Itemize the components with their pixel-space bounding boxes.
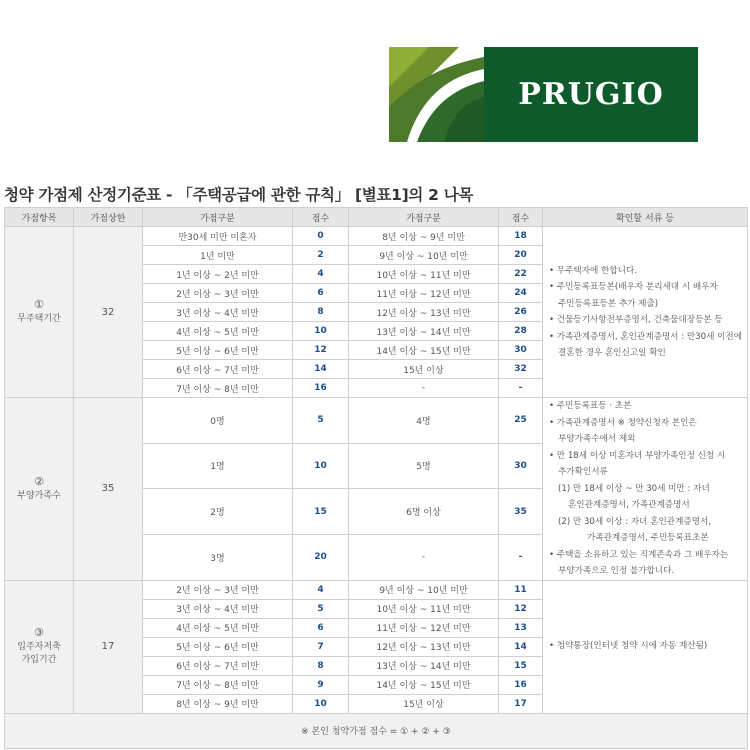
document-line: 부양가족으로 인정 불가합니다. xyxy=(558,566,675,576)
document-line: • 가족관계증명서, 혼인관계증명서 : 만30세 이전에 xyxy=(549,331,743,342)
logo-emblem-icon xyxy=(389,47,484,142)
score-a-cell: 15 xyxy=(293,489,349,535)
header-category: 가점항목 xyxy=(5,208,74,227)
criteria-a-cell: 2년 이상 ~ 3년 미만 xyxy=(143,580,293,599)
documents-cell xyxy=(543,398,748,581)
criteria-b-cell: - xyxy=(349,534,499,580)
score-table xyxy=(4,207,748,749)
category-name: 입주자저축 xyxy=(17,642,61,652)
criteria-a-cell: 2년 이상 ~ 3년 미만 xyxy=(143,284,293,303)
score-b-cell: - xyxy=(499,534,543,580)
criteria-a-cell: 6년 이상 ~ 7년 미만 xyxy=(143,656,293,675)
document-line: • 주택을 소유하고 있는 직계존속과 그 배우자는 xyxy=(549,549,729,560)
score-b-cell: 18 xyxy=(499,227,543,246)
document-line: • 만 18세 이상 미혼자녀 부양가족인정 신청 시 xyxy=(549,450,726,461)
score-a-cell: 10 xyxy=(293,694,349,713)
criteria-b-cell: 13년 이상 ~ 14년 미만 xyxy=(349,322,499,341)
table-footer-row xyxy=(5,713,748,748)
score-b-cell: 13 xyxy=(499,618,543,637)
score-a-cell: 12 xyxy=(293,341,349,360)
criteria-b-cell: - xyxy=(349,379,499,398)
category-cell xyxy=(5,227,74,398)
prugio-logo xyxy=(389,47,698,142)
document-line: • 가족관계증명서 ※ 청약신청자 본인은 xyxy=(549,417,697,428)
criteria-a-cell: 4년 이상 ~ 5년 미만 xyxy=(143,618,293,637)
score-b-cell: 17 xyxy=(499,694,543,713)
category-number: ② xyxy=(34,474,44,488)
header-criteria-b: 가점구분 xyxy=(349,208,499,227)
max-score-cell: 35 xyxy=(74,398,143,581)
criteria-b-cell: 15년 이상 xyxy=(349,694,499,713)
criteria-b-cell: 11년 이상 ~ 12년 미만 xyxy=(349,284,499,303)
score-b-cell: - xyxy=(499,379,543,398)
table-row xyxy=(5,398,748,444)
category-name: 무주택기간 xyxy=(17,314,61,324)
documents-cell xyxy=(543,227,748,398)
criteria-b-cell: 4명 xyxy=(349,398,499,444)
criteria-a-cell: 0명 xyxy=(143,398,293,444)
document-line: 주민등록표등본 추가 제출) xyxy=(558,298,659,309)
document-line: 혼인관계증명서, 가족관계증명서 xyxy=(568,500,690,510)
table-header-row xyxy=(5,208,748,227)
score-a-cell: 16 xyxy=(293,379,349,398)
criteria-a-cell: 8년 이상 ~ 9년 미만 xyxy=(143,694,293,713)
criteria-a-cell: 7년 이상 ~ 8년 미만 xyxy=(143,675,293,694)
criteria-b-cell: 14년 이상 ~ 15년 미만 xyxy=(349,675,499,694)
documents-cell xyxy=(543,580,748,713)
table-row xyxy=(5,227,748,246)
score-a-cell: 10 xyxy=(293,443,349,489)
score-b-cell: 30 xyxy=(499,341,543,360)
criteria-b-cell: 5명 xyxy=(349,443,499,489)
criteria-a-cell: 만30세 미만 미혼자 xyxy=(143,227,293,246)
score-a-cell: 14 xyxy=(293,360,349,379)
criteria-b-cell: 6명 이상 xyxy=(349,489,499,535)
score-b-cell: 11 xyxy=(499,580,543,599)
score-b-cell: 32 xyxy=(499,360,543,379)
header-score-b: 점수 xyxy=(499,208,543,227)
criteria-a-cell: 7년 이상 ~ 8년 미만 xyxy=(143,379,293,398)
score-b-cell: 26 xyxy=(499,303,543,322)
header-score-a: 점수 xyxy=(293,208,349,227)
document-line: 부양가족수에서 제외 xyxy=(558,434,636,444)
criteria-b-cell: 12년 이상 ~ 13년 미만 xyxy=(349,303,499,322)
criteria-a-cell: 5년 이상 ~ 6년 미만 xyxy=(143,341,293,360)
document-line: 가족관계증명서, 주민등록표초본 xyxy=(587,533,709,543)
score-a-cell: 6 xyxy=(293,284,349,303)
document-line: 추가확인서류 xyxy=(558,467,608,477)
document-line: • 건물등기사항전부증명서, 건축물대장등본 등 xyxy=(549,315,723,325)
criteria-b-cell: 12년 이상 ~ 13년 미만 xyxy=(349,637,499,656)
criteria-a-cell: 2명 xyxy=(143,489,293,535)
criteria-a-cell: 1명 xyxy=(143,443,293,489)
document-line: • 무주택자에 한합니다. xyxy=(549,265,637,276)
max-score-cell: 32 xyxy=(74,227,143,398)
criteria-a-cell: 3년 이상 ~ 4년 미만 xyxy=(143,599,293,618)
score-b-cell: 28 xyxy=(499,322,543,341)
category-number: ③ xyxy=(34,626,44,639)
criteria-a-cell: 3명 xyxy=(143,534,293,580)
document-title: 청약 가점제 산정기준표 - 「주택공급에 관한 규칙」 [별표1]의 2 나목 xyxy=(4,186,474,204)
score-b-cell: 16 xyxy=(499,675,543,694)
criteria-b-cell: 15년 이상 xyxy=(349,360,499,379)
score-b-cell: 15 xyxy=(499,656,543,675)
document-line: (2) 만 30세 이상 : 자녀 혼인관계증명서, xyxy=(558,516,712,527)
criteria-b-cell: 9년 이상 ~ 10년 미만 xyxy=(349,246,499,265)
score-a-cell: 7 xyxy=(293,637,349,656)
score-a-cell: 0 xyxy=(293,227,349,246)
criteria-b-cell: 10년 이상 ~ 11년 미만 xyxy=(349,265,499,284)
score-a-cell: 10 xyxy=(293,322,349,341)
score-a-cell: 8 xyxy=(293,303,349,322)
criteria-a-cell: 4년 이상 ~ 5년 미만 xyxy=(143,322,293,341)
header-criteria-a: 가점구분 xyxy=(143,208,293,227)
document-line: 결혼한 경우 혼인신고일 확인 xyxy=(558,348,666,358)
category-name: 가입기간 xyxy=(21,655,57,665)
document-line: • 청약통장(인터넷 청약 시에 자동 계산됨) xyxy=(549,641,708,652)
criteria-b-cell: 13년 이상 ~ 14년 미만 xyxy=(349,656,499,675)
criteria-a-cell: 3년 이상 ~ 4년 미만 xyxy=(143,303,293,322)
score-b-cell: 24 xyxy=(499,284,543,303)
score-a-cell: 4 xyxy=(293,580,349,599)
header-documents: 확인할 서류 등 xyxy=(543,208,748,227)
category-cell xyxy=(5,398,74,581)
category-cell xyxy=(5,580,74,713)
score-b-cell: 14 xyxy=(499,637,543,656)
score-b-cell: 22 xyxy=(499,265,543,284)
score-a-cell: 5 xyxy=(293,398,349,444)
criteria-b-cell: 10년 이상 ~ 11년 미만 xyxy=(349,599,499,618)
document-line: (1) 만 18세 이상 ~ 만 30세 미만 : 자녀 xyxy=(558,483,710,494)
criteria-a-cell: 6년 이상 ~ 7년 미만 xyxy=(143,360,293,379)
criteria-b-cell: 11년 이상 ~ 12년 미만 xyxy=(349,618,499,637)
score-a-cell: 20 xyxy=(293,534,349,580)
table-row xyxy=(5,580,748,599)
score-b-cell: 25 xyxy=(499,398,543,444)
score-a-cell: 4 xyxy=(293,265,349,284)
document-line: • 주민등록표등본(배우자 분리세대 시 배우자 xyxy=(549,282,718,292)
logo-wordmark: PRUGIO xyxy=(484,47,698,142)
criteria-b-cell: 14년 이상 ~ 15년 미만 xyxy=(349,341,499,360)
criteria-b-cell: 9년 이상 ~ 10년 미만 xyxy=(349,580,499,599)
criteria-a-cell: 5년 이상 ~ 6년 미만 xyxy=(143,637,293,656)
category-number: ① xyxy=(34,298,44,311)
score-formula-note: ※ 본인 청약가점 점수 = ① + ② + ③ xyxy=(5,713,748,748)
score-a-cell: 5 xyxy=(293,599,349,618)
criteria-a-cell: 1년 이상 ~ 2년 미만 xyxy=(143,265,293,284)
score-a-cell: 9 xyxy=(293,675,349,694)
score-b-cell: 35 xyxy=(499,489,543,535)
score-a-cell: 6 xyxy=(293,618,349,637)
document-line: • 주민등록표등 · 초본 xyxy=(549,401,632,411)
score-a-cell: 8 xyxy=(293,656,349,675)
score-b-cell: 30 xyxy=(499,443,543,489)
score-b-cell: 12 xyxy=(499,599,543,618)
score-b-cell: 20 xyxy=(499,246,543,265)
criteria-b-cell: 8년 이상 ~ 9년 미만 xyxy=(349,227,499,246)
category-name: 부양가족수 xyxy=(17,490,61,501)
criteria-a-cell: 1년 미만 xyxy=(143,246,293,265)
header-max-score: 가점상한 xyxy=(74,208,143,227)
score-a-cell: 2 xyxy=(293,246,349,265)
max-score-cell: 17 xyxy=(74,580,143,713)
